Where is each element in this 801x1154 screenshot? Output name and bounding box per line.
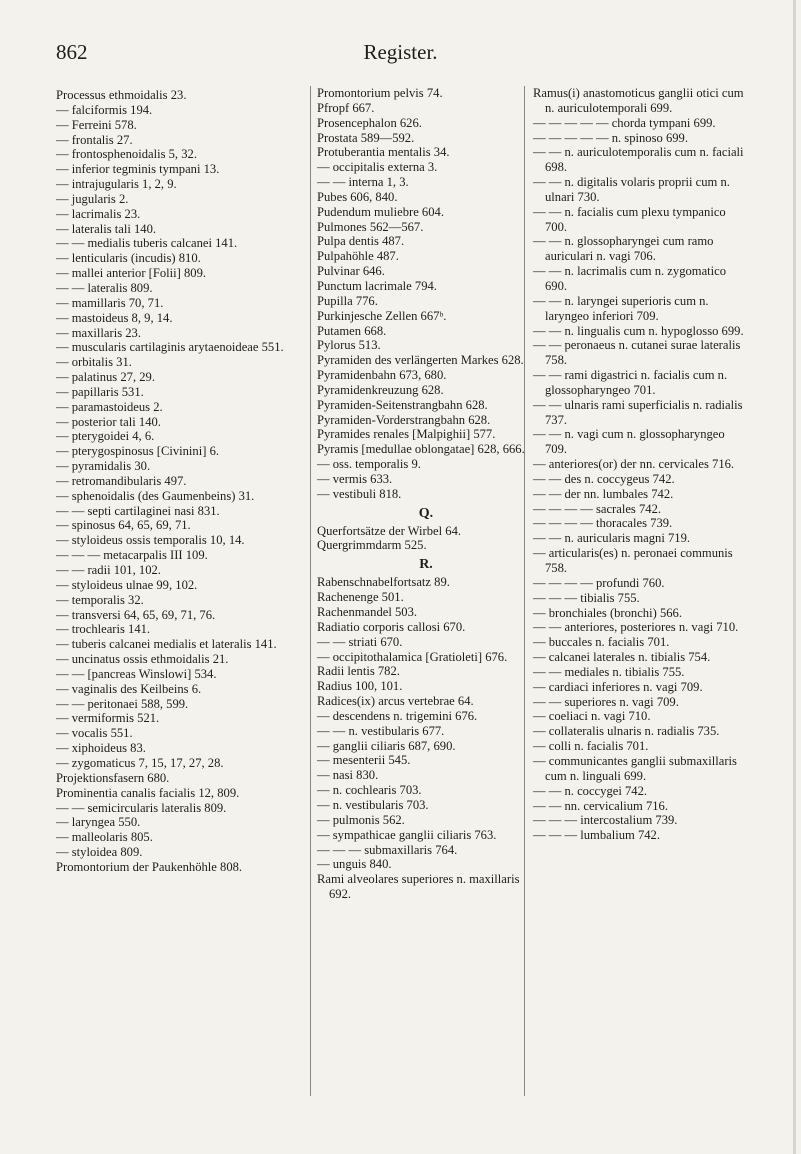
index-entry: — — ulnaris rami superficialis n. radialis 737. bbox=[533, 397, 743, 427]
index-entry: — pyramidalis 30. bbox=[56, 459, 151, 474]
index-entry: — trochlearis 141. bbox=[56, 622, 151, 637]
index-entry: Pyramis [medullae oblongatae] 628, 666. bbox=[317, 442, 525, 457]
index-entry: — — n. vagi cum n. glossopharyngeo 709. bbox=[533, 427, 725, 457]
index-entry: — falciformis 194. bbox=[56, 102, 153, 117]
index-column-1 bbox=[56, 88, 286, 875]
index-entry: Pylorus 513. bbox=[317, 338, 381, 353]
index-entry: — occipitalis externa 3. bbox=[317, 160, 438, 175]
index-entry: Pyramiden-Seitenstrangbahn 628. bbox=[317, 397, 488, 412]
index-entry: Pulmones 562—567. bbox=[317, 219, 424, 234]
index-entry: — — — — profundi 760. bbox=[533, 575, 665, 590]
index-entry: — anteriores(or) der nn. cervicales 716. bbox=[533, 457, 735, 472]
index-entry: — — superiores n. vagi 709. bbox=[533, 694, 679, 709]
index-entry: — — der nn. lumbales 742. bbox=[533, 486, 674, 501]
page-number: 862 bbox=[56, 40, 88, 64]
index-entry: — — n. coccygei 742. bbox=[533, 783, 648, 798]
index-entry: — sphenoidalis (des Gaumenbeins) 31. bbox=[56, 488, 255, 503]
index-entry: Processus ethmoidalis 23. bbox=[56, 88, 187, 102]
index-entry: — — — — — chorda tympani 699. bbox=[533, 115, 716, 130]
index-entry: — — — intercostalium 739. bbox=[533, 813, 678, 828]
index-entry: — transversi 64, 65, 69, 71, 76. bbox=[56, 607, 216, 622]
index-entry: Radiatio corporis callosi 670. bbox=[317, 619, 466, 634]
index-entry: — — n. glossopharyngei cum ramo auriculari n. vagi 706. bbox=[533, 234, 714, 264]
index-entry: — — — — — n. spinoso 699. bbox=[533, 130, 688, 145]
index-entry: — — anteriores, posteriores n. vagi 710. bbox=[533, 620, 739, 635]
index-entry: — collateralis ulnaris n. radialis 735. bbox=[533, 724, 720, 739]
index-entry: — lateralis tali 140. bbox=[56, 221, 157, 236]
index-entry: — — des n. coccygeus 742. bbox=[533, 471, 675, 486]
index-entry: Rabenschnabelfortsatz 89. bbox=[317, 575, 450, 590]
index-entry: — vermis 633. bbox=[317, 471, 393, 486]
index-entry: — — — tibialis 755. bbox=[533, 590, 640, 605]
index-entry: — mastoideus 8, 9, 14. bbox=[56, 310, 173, 325]
index-entry: Radius 100, 101. bbox=[317, 679, 403, 694]
index-entry: Projektionsfasern 680. bbox=[56, 770, 170, 785]
index-entry: Pyramides renales [Malpighii] 577. bbox=[317, 427, 496, 442]
index-entry: — frontalis 27. bbox=[56, 132, 133, 147]
index-entry: — buccales n. facialis 701. bbox=[533, 635, 670, 650]
index-entry: Prostata 589—592. bbox=[317, 130, 415, 145]
index-entry: Prominentia canalis facialis 12, 809. bbox=[56, 785, 240, 800]
section-letter: R. bbox=[419, 557, 433, 573]
index-entry: — — n. lacrimalis cum n. zygomatico 690. bbox=[533, 264, 727, 293]
index-entry: — maxillaris 23. bbox=[56, 325, 141, 340]
index-entry: — — n. auriculotemporalis cum n. faciali 698. bbox=[533, 145, 744, 175]
index-entry: Pyramiden-Vorderstrangbahn 628. bbox=[317, 412, 491, 427]
index-entry: — n. cochlearis 703. bbox=[317, 783, 422, 798]
index-entry: — paramastoideus 2. bbox=[56, 399, 163, 414]
index-entry: — — peritonaei 588, 599. bbox=[56, 696, 189, 711]
index-entry: — — — lumbalium 742. bbox=[533, 828, 660, 843]
index-entry: — styloidea 809. bbox=[56, 845, 143, 860]
index-entry: — pterygoidei 4, 6. bbox=[56, 429, 155, 444]
index-entry: — lenticularis (incudis) 810. bbox=[56, 251, 201, 266]
index-entry: — — — — sacrales 742. bbox=[533, 501, 662, 516]
index-entry: — mamillaris 70, 71. bbox=[56, 295, 164, 310]
index-entry: — — semicircularis lateralis 809. bbox=[56, 800, 227, 815]
index-entry: Quergrimmdarm 525. bbox=[317, 538, 427, 553]
index-entry: — ganglii ciliaris 687, 690. bbox=[317, 738, 456, 753]
index-entry: Purkinjesche Zellen 667ᵇ. bbox=[317, 308, 447, 323]
index-entry: — colli n. facialis 701. bbox=[533, 739, 649, 754]
index-entry: — frontosphenoidalis 5, 32. bbox=[56, 147, 197, 162]
index-entry: — — striati 670. bbox=[317, 634, 403, 649]
index-entry: — — — metacarpalis III 109. bbox=[56, 548, 208, 563]
running-title: Register. bbox=[363, 40, 438, 64]
index-entry: — — mediales n. tibialis 755. bbox=[533, 664, 685, 679]
index-entry: — mesenterii 545. bbox=[317, 753, 411, 768]
index-entry: Rachenenge 501. bbox=[317, 590, 404, 605]
index-entry: — — septi cartilaginei nasi 831. bbox=[56, 503, 220, 518]
index-entry: — unguis 840. bbox=[317, 857, 392, 872]
index-entry: — temporalis 32. bbox=[56, 592, 144, 607]
index-entry: — jugularis 2. bbox=[56, 191, 129, 206]
index-entry: — inferior tegminis tympani 13. bbox=[56, 162, 220, 177]
index-entry: — muscularis cartilaginis arytaenoideae 551. bbox=[56, 340, 284, 355]
index-entry: — — n. laryngei superioris cum n. laryngeo inferiori 709. bbox=[533, 293, 709, 323]
index-entry: — cardiaci inferiores n. vagi 709. bbox=[533, 679, 703, 694]
index-entry: — — — submaxillaris 764. bbox=[317, 842, 458, 857]
index-entry: — malleolaris 805. bbox=[56, 830, 153, 845]
index-entry: — tuberis calcanei medialis et lateralis 141. bbox=[56, 637, 277, 652]
index-entry: — — radii 101, 102. bbox=[56, 563, 161, 577]
index-entry: — — — — thoracales 739. bbox=[533, 516, 673, 531]
index-entry: Pyramidenkreuzung 628. bbox=[317, 382, 444, 397]
page-edge-shadow bbox=[793, 0, 796, 1154]
page-header bbox=[56, 40, 745, 70]
index-entry: Pulvinar 646. bbox=[317, 264, 385, 279]
index-entry: Punctum lacrimale 794. bbox=[317, 278, 437, 293]
index-entry: Radices(ix) arcus vertebrae 64. bbox=[317, 694, 474, 709]
index-entry: — — n. lingualis cum n. hypoglosso 699. bbox=[533, 323, 744, 338]
index-entry: — — n. vestibularis 677. bbox=[317, 723, 445, 738]
index-entry: Pulpa dentis 487. bbox=[317, 234, 405, 249]
index-entry: — — lateralis 809. bbox=[56, 280, 153, 295]
section-letter: Q. bbox=[418, 505, 434, 521]
index-entry: — pulmonis 562. bbox=[317, 812, 405, 827]
index-entry: — pterygospinosus [Civinini] 6. bbox=[56, 444, 220, 459]
index-entry: — vaginalis des Keilbeins 6. bbox=[56, 681, 202, 696]
index-entry: Querfortsätze der Wirbel 64. bbox=[317, 523, 462, 538]
index-entry: Promontorium pelvis 74. bbox=[317, 86, 443, 100]
index-column-3 bbox=[524, 86, 749, 1096]
index-entry: — uncinatus ossis ethmoidalis 21. bbox=[56, 652, 229, 667]
index-entry: — — n. facialis cum plexu tympanico 700. bbox=[533, 204, 726, 234]
index-entry: — — peronaeus n. cutanei surae lateralis 758. bbox=[533, 338, 741, 368]
index-entry: — oss. temporalis 9. bbox=[317, 457, 421, 472]
index-column-2 bbox=[310, 86, 535, 1096]
index-entry: — — nn. cervicalium 716. bbox=[533, 798, 669, 813]
index-entry: — spinosus 64, 65, 69, 71. bbox=[56, 518, 191, 533]
index-entry: — vestibuli 818. bbox=[317, 486, 402, 501]
index-entry: Protuberantia mentalis 34. bbox=[317, 145, 450, 160]
index-entry: — occipitothalamica [Gratioleti] 676. bbox=[317, 649, 508, 664]
index-entry: Putamen 668. bbox=[317, 323, 387, 338]
index-entry: — descendens n. trigemini 676. bbox=[317, 708, 478, 723]
index-entry: — — interna 1, 3. bbox=[317, 175, 409, 190]
index-entry: — styloideus ossis temporalis 10, 14. bbox=[56, 533, 245, 548]
index-entry: — Ferreini 578. bbox=[56, 117, 137, 132]
index-entry: Rami alveolares superiores n. maxillaris 692. bbox=[317, 872, 520, 902]
index-entry: — bronchiales (bronchi) 566. bbox=[533, 605, 682, 620]
index-entry: — nasi 830. bbox=[317, 768, 379, 783]
index-entry: — — medialis tuberis calcanei 141. bbox=[56, 236, 238, 251]
index-entry: Pudendum muliebre 604. bbox=[317, 204, 444, 219]
index-entry: — orbitalis 31. bbox=[56, 355, 132, 370]
index-entry: — — [pancreas Winslowi] 534. bbox=[56, 666, 217, 681]
index-entry: — posterior tali 140. bbox=[56, 414, 161, 429]
index-entry: Prosencephalon 626. bbox=[317, 115, 422, 130]
index-entry: Promontorium der Paukenhöhle 808. bbox=[56, 859, 243, 874]
index-entry: — xiphoideus 83. bbox=[56, 741, 146, 756]
index-entry: — laryngea 550. bbox=[56, 815, 141, 830]
index-entry: — lacrimalis 23. bbox=[56, 206, 141, 221]
index-entry: Rachenmandel 503. bbox=[317, 605, 418, 619]
index-entry: — coeliaci n. vagi 710. bbox=[533, 709, 651, 724]
index-entry: Pupilla 776. bbox=[317, 293, 378, 308]
index-entry: Ramus(i) anastomoticus ganglii otici cum n. auriculotemporali 699. bbox=[533, 86, 744, 115]
index-entry: — vocalis 551. bbox=[56, 726, 133, 741]
index-entry: — palatinus 27, 29. bbox=[56, 370, 155, 385]
index-entry: — mallei anterior [Folii] 809. bbox=[56, 266, 207, 281]
index-entry: Pyramidenbahn 673, 680. bbox=[317, 368, 447, 383]
index-entry: — vermiformis 521. bbox=[56, 711, 160, 726]
index-entry: — articularis(es) n. peronaei communis 758. bbox=[533, 546, 733, 575]
index-entry: Pfropf 667. bbox=[317, 100, 375, 115]
index-entry: Pyramiden des verlängerten Markes 628. bbox=[317, 353, 524, 368]
index-entry: — styloideus ulnae 99, 102. bbox=[56, 577, 198, 592]
index-entry: Radii lentis 782. bbox=[317, 664, 400, 679]
index-entry: — n. vestibularis 703. bbox=[317, 797, 429, 812]
index-entry: Pubes 606, 840. bbox=[317, 189, 398, 204]
index-entry: — — n. digitalis volaris proprii cum n. ulnari 730. bbox=[533, 175, 730, 204]
index-entry: — zygomaticus 7, 15, 17, 27, 28. bbox=[56, 755, 224, 770]
index-entry: — intrajugularis 1, 2, 9. bbox=[56, 177, 177, 192]
index-entry: — papillaris 531. bbox=[56, 384, 144, 399]
index-entry: — calcanei laterales n. tibialis 754. bbox=[533, 650, 711, 665]
index-entry: Pulpahöhle 487. bbox=[317, 249, 399, 264]
index-entry: — sympathicae ganglii ciliaris 763. bbox=[317, 827, 497, 842]
index-entry: — — n. auricularis magni 719. bbox=[533, 531, 691, 546]
index-entry: — communicantes ganglii submaxillaris cum n. linguali 699. bbox=[533, 753, 737, 783]
index-entry: — retromandibularis 497. bbox=[56, 473, 187, 488]
index-entry: — — rami digastrici n. facialis cum n. glossopharyngeo 701. bbox=[533, 368, 728, 397]
